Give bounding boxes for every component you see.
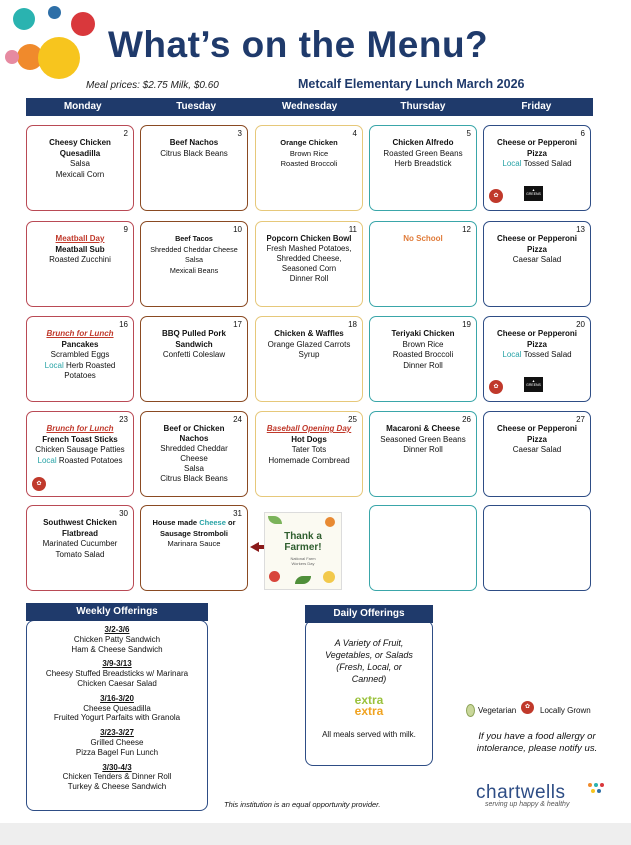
day-cell-18: 18 Chicken & Waffles Orange Glazed Carrots Syrup [255,316,363,402]
day-cell-17: 17 BBQ Pulled Pork Sandwich Confetti Coleslaw [140,316,248,402]
locally-grown-badge-icon: ✿ [521,701,534,714]
daily-offerings-box: A Variety of Fruit, Vegetables, or Salads (Fresh, Local, or Canned) extra extra All meals served with milk. [305,620,433,766]
day-cell-10: 10 Beef Tacos Shredded Cheddar Cheese Salsa Mexicali Beans [140,221,248,307]
weekday-header [26,98,593,116]
decor-dot-red [71,12,95,36]
day-cell-30: 30 Southwest Chicken Flatbread Marinated Cucumber Tomato Salad [26,505,134,591]
leaf-icon [268,516,282,524]
weekly-offerings-header: Weekly Offerings [26,603,208,621]
day-cell-2: 2 Cheesy Chicken Quesadilla Salsa Mexicali Corn [26,125,134,211]
decor-dot-pink [5,50,19,64]
chartwells-dots-icon [588,783,606,797]
leaf-icon [295,576,311,584]
day-monday: Monday [63,101,102,112]
tomato-icon [269,571,280,582]
meal-prices: Meal prices: $2.75 Milk, $0.60 [86,80,219,91]
week-5: 3/30-4/3 Chicken Tenders & Dinner Roll Turkey & Cheese Sandwich [62,762,172,792]
week-3: 3/16-3/20 Cheese Quesadilla Fruited Yogurt Parfaits with Granola [53,693,181,723]
day-cell-empty-friday [483,505,591,591]
weekly-offerings-box [26,620,208,811]
legend-locally-grown: Locally Grown [540,706,591,715]
day-cell-27: 27 Cheese or Pepperoni Pizza Caesar Salad [483,411,591,497]
decor-dot-yellow [38,37,80,79]
week-1: 3/2-3/6 Chicken Patty Sandwich Ham & Cheese Sandwich [71,625,163,654]
chartwells-logo: chartwells [476,782,566,803]
decor-dot-teal [13,8,35,30]
day-cell-25: 25 Baseball Opening Day Hot Dogs Tater Tots Homemade Cornbread [255,411,363,497]
milk-note: All meals served with milk. [322,730,416,739]
day-cell-6: 6 Cheese or Pepperoni Pizza Local Tossed Salad ✿ ▲ GREENS [483,125,591,211]
decor-dot-blue [48,6,61,19]
daily-offerings-header: Daily Offerings [305,605,433,623]
legend-vegetarian: Vegetarian [478,706,517,715]
vegetarian-leaf-icon [466,704,475,717]
corn-icon [323,571,335,583]
day-cell-24: 24 Beef or Chicken Nachos Shredded Cheddar Cheese Salsa Citrus Black Beans [140,411,248,497]
week-4: 3/23-3/27 Grilled Cheese Pizza Bagel Fun Lunch [75,728,159,757]
day-cell-13: 13 Cheese or Pepperoni Pizza Caesar Salad [483,221,591,307]
day-cell-12: 12 No School [369,221,477,307]
day-friday: Friday [521,101,552,112]
gotham-greens-logo-icon: ▲ GREENS [524,377,543,392]
thank-a-farmer-graphic: Thank a Farmer! National Farm Workers Day [264,512,342,590]
allergy-notice: If you have a food allergy or intolerance, please notify us. [476,731,598,754]
day-wednesday: Wednesday [281,101,338,112]
locally-grown-badge-icon: ✿ [489,380,503,394]
gotham-greens-logo-icon: ▲ GREENS [524,186,543,201]
day-cell-26: 26 Macaroni & Cheese Seasoned Green Beans Dinner Roll [369,411,477,497]
page-bottom-margin [0,823,631,845]
carrot-icon [325,517,335,527]
day-cell-19: 19 Teriyaki Chicken Brown Rice Roasted Broccoli Dinner Roll [369,316,477,402]
day-thursday: Thursday [400,101,446,112]
equal-opportunity-statement: This institution is an equal opportunity provider. [224,800,381,809]
page-title: What’s on the Menu? [108,24,489,65]
day-cell-empty-thursday [369,505,477,591]
day-tuesday: Tuesday [176,101,217,112]
day-cell-4: 4 Orange Chicken Brown Rice Roasted Broccoli [255,125,363,211]
locally-grown-badge-icon: ✿ [32,477,46,491]
day-cell-31: 31 House made Cheese or Sausage Stromboli Marinara Sauce [140,505,248,591]
extra-extra-logo: extra extra [354,693,384,718]
day-cell-3: 3 Beef Nachos Citrus Black Beans [140,125,248,211]
menu-subtitle: Metcalf Elementary Lunch March 2026 [298,77,525,91]
left-arrow-icon [250,542,259,552]
day-cell-23: 23 Brunch for Lunch French Toast Sticks Chicken Sausage Patties Local Roasted Potatoes ✿ [26,411,134,497]
locally-grown-badge-icon: ✿ [489,189,503,203]
week-2: 3/9-3/13 Cheesy Stuffed Breadsticks w/ Marinara Chicken Caesar Salad [45,659,189,688]
day-cell-11: 11 Popcorn Chicken Bowl Fresh Mashed Potatoes, Shredded Cheese, Seasoned Corn Dinner Roll [255,221,363,307]
day-cell-9: 9 Meatball Day Meatball Sub Roasted Zucchini [26,221,134,307]
day-cell-16: 16 Brunch for Lunch Pancakes Scrambled Eggs Local Herb Roasted Potatoes [26,316,134,402]
chartwells-tagline: serving up happy & healthy [485,801,570,808]
day-cell-5: 5 Chicken Alfredo Roasted Green Beans Herb Breadstick [369,125,477,211]
day-cell-20: 20 Cheese or Pepperoni Pizza Local Tossed Salad ✿ ▲ GREENS [483,316,591,402]
